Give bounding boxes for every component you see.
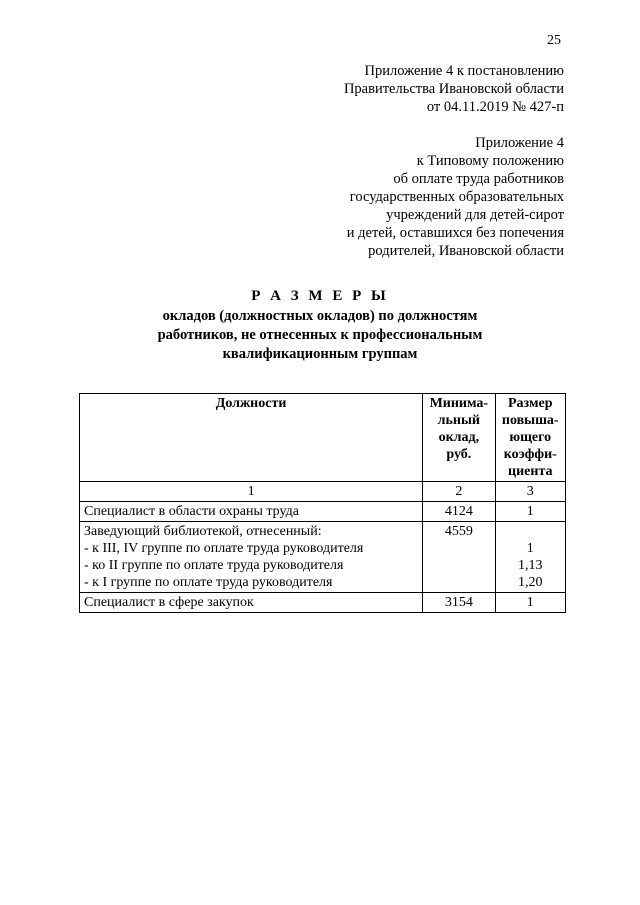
salary-table [79, 393, 566, 613]
appendix-line: от 04.11.2019 № 427-п [426, 99, 564, 115]
header-position: Должности [80, 394, 423, 482]
appendix-header [344, 62, 564, 116]
position-line: - ко II группе по оплате труда руководителя [84, 558, 344, 573]
document-subtitle-line: квалификационным группам [222, 346, 418, 362]
appendix-line: Правительства Ивановской области [343, 81, 564, 97]
appendix-sub-line: государственных образовательных [349, 189, 564, 205]
coefficient-cell: 1 [495, 502, 565, 522]
coefficient-line: 1 [526, 541, 534, 556]
appendix-line: Приложение 4 к постановлению [364, 63, 564, 79]
salary-value: 4559 [444, 524, 473, 539]
header-coef-line: циента [508, 464, 553, 479]
appendix-sub-line: Приложение 4 [475, 135, 564, 151]
header-salary-line: руб. [446, 447, 472, 462]
appendix-sub-line: и детей, оставшихся без попечения [346, 225, 564, 241]
table-row [80, 522, 566, 593]
document-title: Р А З М Е Р Ы [251, 288, 389, 304]
header-coef-line: повыша- [501, 413, 559, 428]
position-cell [80, 522, 423, 593]
position-cell: Специалист в области охраны труда [80, 502, 423, 522]
column-number: 1 [80, 482, 423, 502]
coefficient-line [500, 523, 561, 540]
header-salary-line: Минима- [429, 396, 489, 411]
header-salary-line: оклад, [438, 430, 480, 445]
table-header-row [80, 394, 566, 482]
column-number: 3 [495, 482, 565, 502]
column-number-row [80, 482, 566, 502]
appendix-sub-line: об оплате труда работников [393, 171, 564, 187]
salary-cell [423, 522, 495, 593]
header-coef-line: ющего [509, 430, 552, 445]
appendix-sub-line: учреждений для детей-сирот [386, 207, 564, 223]
column-number: 2 [423, 482, 495, 502]
coefficient-cell: 1 [495, 593, 565, 613]
header-salary-line: льный [437, 413, 480, 428]
appendix-subheader [347, 134, 564, 260]
appendix-sub-line: родителей, Ивановской области [368, 243, 564, 259]
header-coef-line: коэффи- [503, 447, 557, 462]
salary-cell: 4124 [423, 502, 495, 522]
position-cell: Специалист в сфере закупок [80, 593, 423, 613]
table-row [80, 593, 566, 613]
document-subtitle-line: работников, не отнесенных к профессиональным [157, 327, 483, 343]
document-subtitle-line: окладов (должностных окладов) по должностям [162, 308, 478, 324]
salary-cell: 3154 [423, 593, 495, 613]
page-number: 25 [547, 33, 561, 48]
position-line: Заведующий библиотекой, отнесенный: [84, 524, 322, 539]
document-title-block [0, 287, 640, 364]
header-salary [423, 394, 495, 482]
coefficient-cell [495, 522, 565, 593]
position-line: - к III, IV группе по оплате труда руководителя [84, 541, 364, 556]
header-coef-line: Размер [508, 396, 553, 411]
position-line: - к I группе по оплате труда руководителя [84, 575, 333, 590]
appendix-sub-line: к Типовому положению [416, 153, 564, 169]
table-row [80, 502, 566, 522]
coefficient-line: 1,20 [518, 575, 543, 590]
header-coefficient [495, 394, 565, 482]
coefficient-line: 1,13 [518, 558, 543, 573]
